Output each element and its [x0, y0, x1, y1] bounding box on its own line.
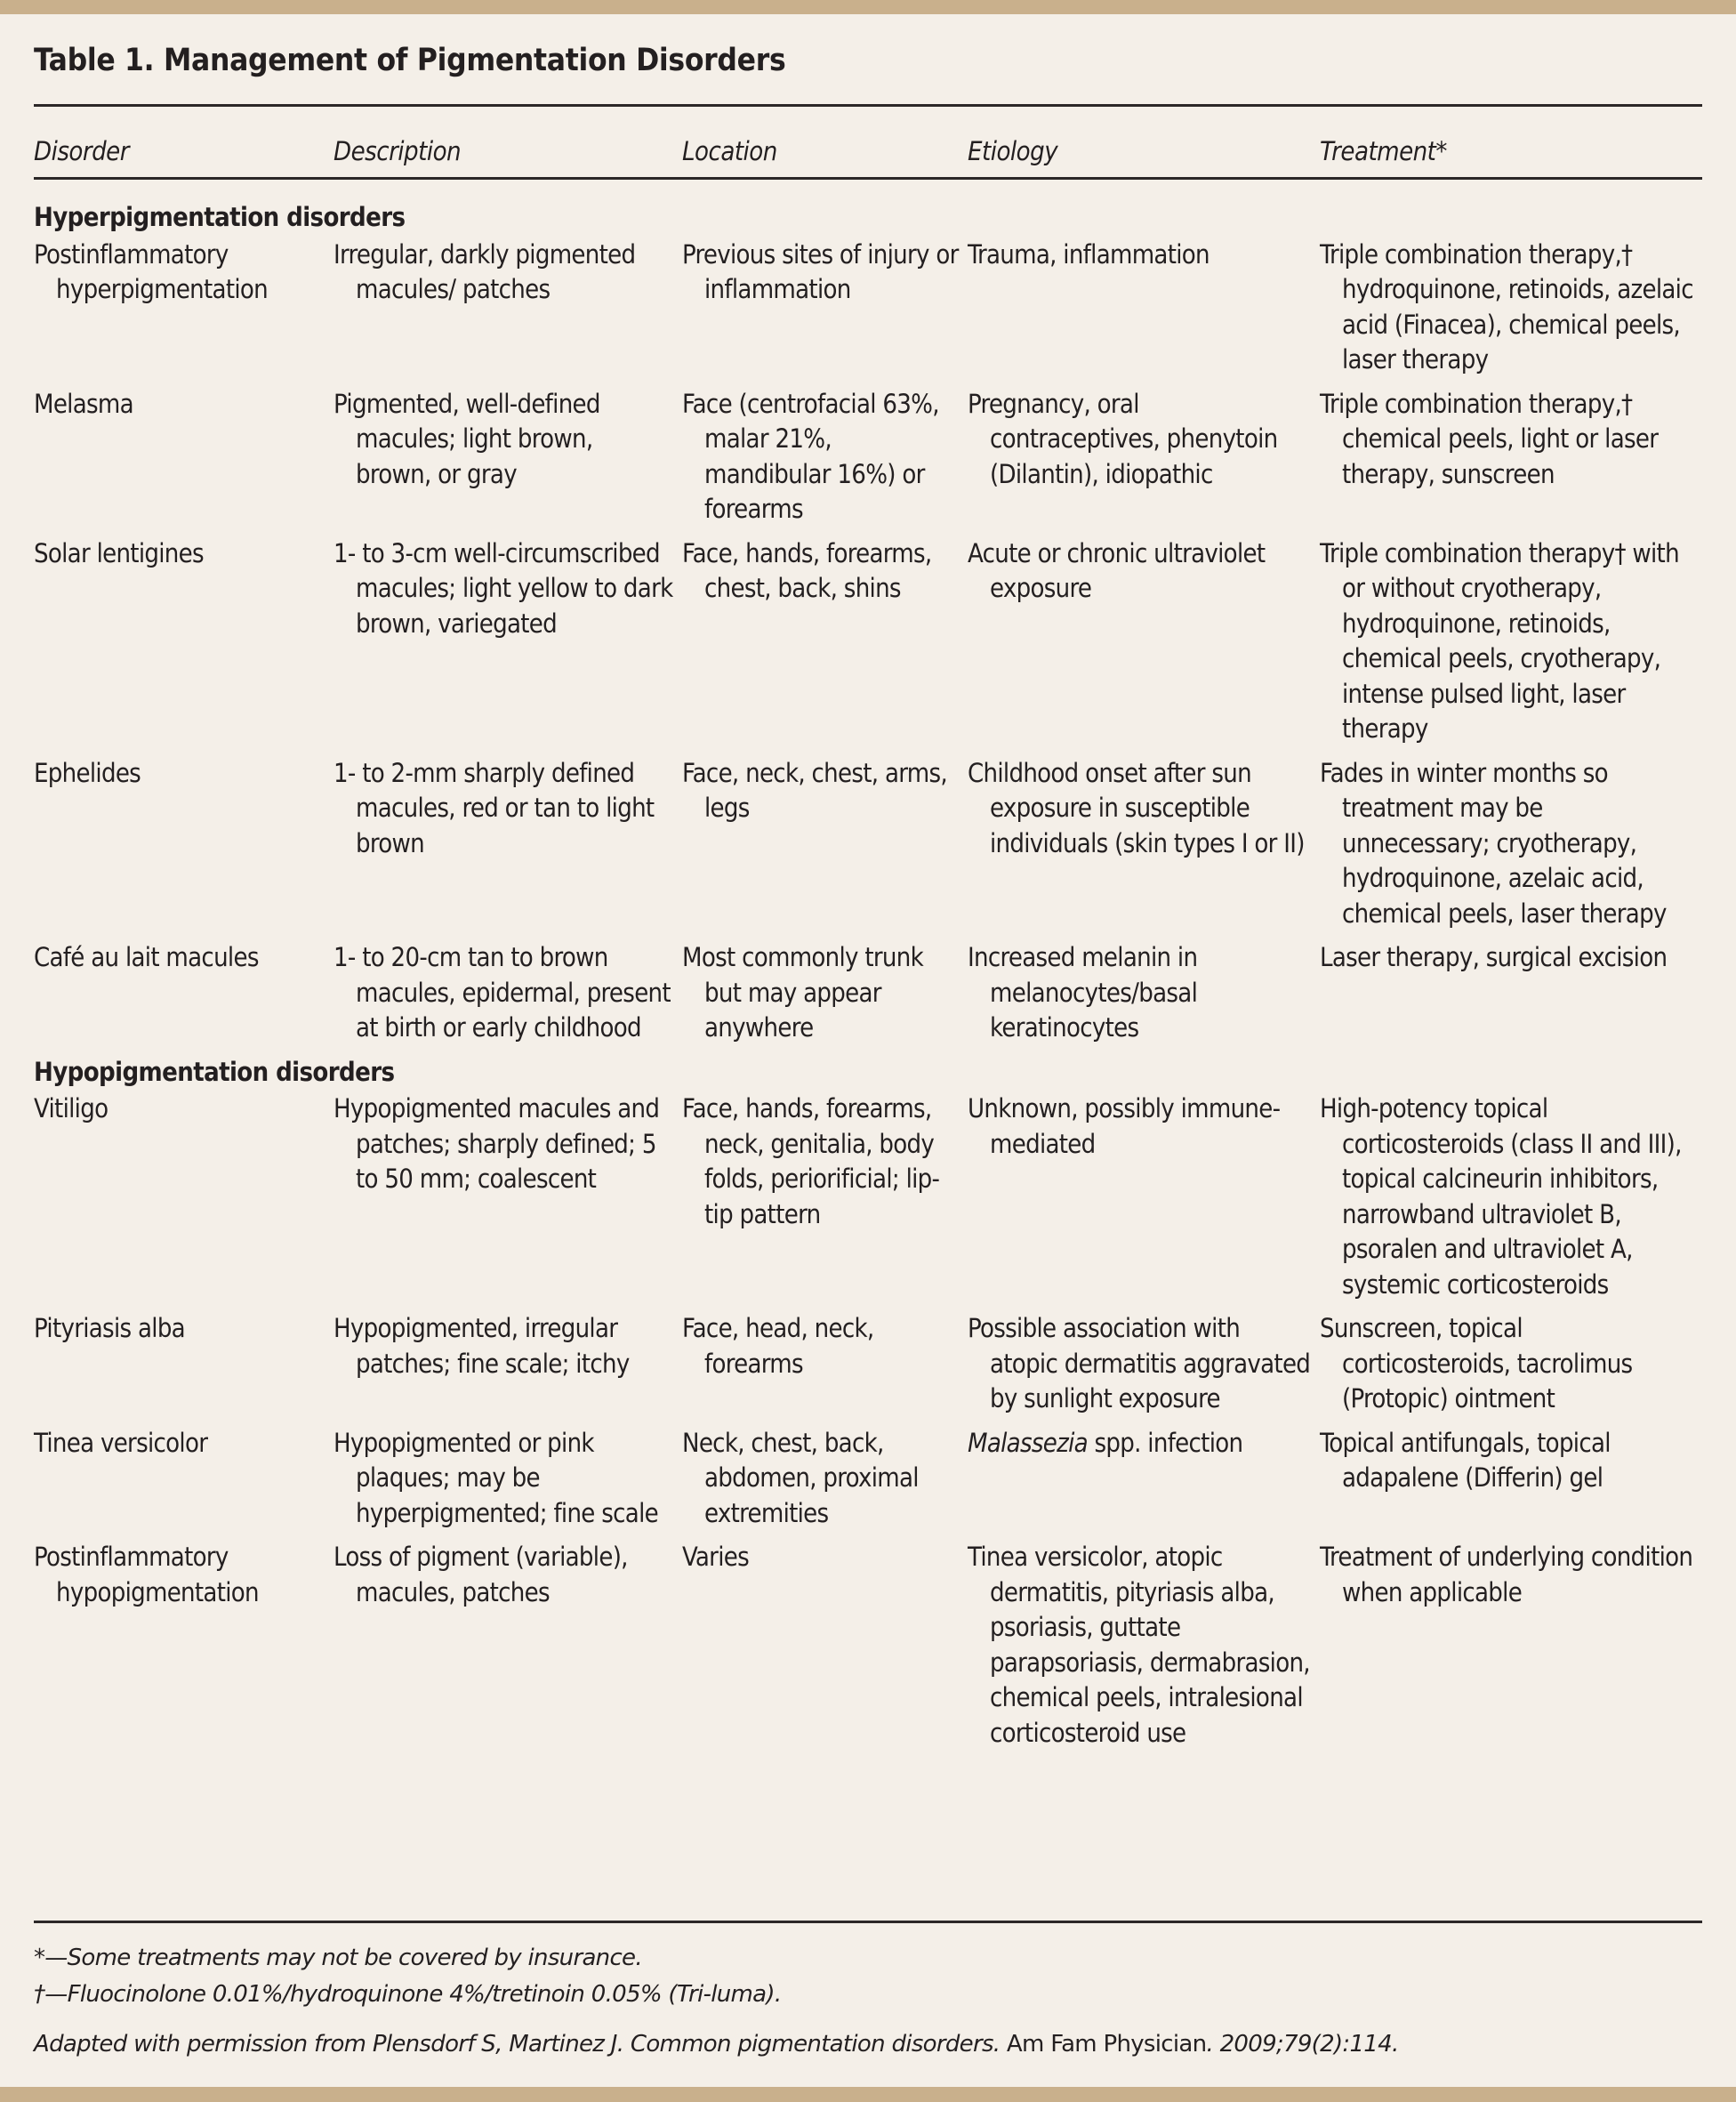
- column-header-description: Description: [334, 136, 462, 166]
- source-citation-details: . 2009;79(2):114.: [1206, 2031, 1399, 2058]
- location-cell: [682, 536, 968, 756]
- etiology-text: Acute or chronic ultraviolet exposure: [968, 537, 1266, 603]
- disorder-cell: [34, 940, 334, 1055]
- etiology-cell: [968, 1540, 1320, 1760]
- disorder-text: Solar lentigines: [34, 537, 204, 568]
- disorder-cell: [34, 756, 334, 941]
- location-text: Neck, chest, back, abdomen, proximal extremities: [682, 1427, 919, 1528]
- footnote-dagger: †—Fluocinolone 0.01%/hydroquinone 4%/tretinoin 0.05% (Tri-luma).: [34, 1981, 782, 2008]
- description-cell: [334, 756, 682, 941]
- description-text: Irregular, darkly pigmented macules/ patches: [334, 238, 636, 304]
- disorder-text: Postinflammatory hyperpigmentation: [34, 238, 268, 304]
- etiology-cell: [968, 238, 1320, 387]
- disorder-cell: [34, 387, 334, 536]
- disorder-text: Melasma: [34, 388, 133, 419]
- location-cell: [682, 1426, 968, 1541]
- treatment-text: Topical antifungals, topical adapalene (Differin) gel: [1320, 1427, 1611, 1493]
- disorder-text: Ephelides: [34, 757, 141, 788]
- etiology-text: [968, 1426, 1311, 1462]
- etiology-text: Increased melanin in melanocytes/basal keratinocytes: [968, 942, 1198, 1043]
- treatment-cell: [1320, 1311, 1702, 1426]
- description-text: Hypopigmented macules and patches; sharply defined; 5 to 50 mm; coalescent: [334, 1093, 660, 1194]
- description-text: Hypopigmented or pink plaques; may be hyperpigmented; fine scale: [334, 1427, 658, 1528]
- location-text: Face, hands, forearms, chest, back, shins: [682, 537, 932, 603]
- treatment-text: Triple combination therapy† with or without cryotherapy, hydroquinone, retinoids, chemical peels, cryotherapy, intense pulsed light, laser therapy: [1320, 537, 1679, 744]
- treatment-cell: [1320, 238, 1702, 387]
- disorder-cell: [34, 238, 334, 387]
- etiology-text: Unknown, possibly immune-mediated: [968, 1093, 1281, 1159]
- etiology-cell: [968, 940, 1320, 1055]
- location-cell: [682, 756, 968, 941]
- description-cell: [334, 1426, 682, 1541]
- etiology-text: Childhood onset after sun exposure in susceptible individuals (skin types I or II): [968, 757, 1305, 858]
- table-row: [34, 1311, 1702, 1426]
- description-text: Loss of pigment (variable), macules, patches: [334, 1542, 628, 1607]
- source-citation: [34, 2031, 1399, 2058]
- description-cell: [334, 238, 682, 387]
- treatment-cell: [1320, 756, 1702, 941]
- table-row: [34, 536, 1702, 756]
- column-header-disorder: Disorder: [34, 136, 129, 166]
- disorder-cell: [34, 1311, 334, 1426]
- etiology-rest: spp. infection: [1087, 1427, 1243, 1458]
- disorder-text: Café au lait macules: [34, 942, 259, 972]
- table-row: [34, 1426, 1702, 1541]
- column-header-treatment: Treatment*: [1320, 136, 1447, 166]
- disorder-text: Pityriasis alba: [34, 1313, 185, 1343]
- location-text: Varies: [682, 1542, 749, 1572]
- treatment-text: High-potency topical corticosteroids (class II and III), topical calcineurin inhibitors, narrowband ultraviolet B, psoralen and ultraviolet A, systemic corticosteroids: [1320, 1093, 1682, 1300]
- description-text: 1- to 3-cm well-circumscribed macules; light yellow to dark brown, variegated: [334, 537, 673, 639]
- description-cell: [334, 1311, 682, 1426]
- location-text: Previous sites of injury or inflammation: [682, 238, 959, 304]
- description-cell: [334, 387, 682, 536]
- source-journal: Am Fam Physician: [1006, 2031, 1207, 2058]
- etiology-cell: [968, 1311, 1320, 1426]
- section-heading: Hypopigmentation disorders: [34, 1056, 395, 1087]
- bottom-decorative-band: [0, 2087, 1736, 2102]
- section-heading: Hyperpigmentation disorders: [34, 202, 406, 232]
- title-rule: [34, 104, 1702, 107]
- etiology-cell: [968, 1426, 1320, 1541]
- column-header-location: Location: [682, 136, 777, 166]
- etiology-cell: [968, 387, 1320, 536]
- description-text: 1- to 2-mm sharply defined macules, red or tan to light brown: [334, 757, 655, 858]
- etiology-cell: [968, 536, 1320, 756]
- description-cell: [334, 1091, 682, 1311]
- etiology-cell: [968, 1091, 1320, 1311]
- disorder-text: Tinea versicolor: [34, 1427, 208, 1458]
- treatment-cell: [1320, 1426, 1702, 1541]
- description-cell: [334, 940, 682, 1055]
- table-bottom-rule: [34, 1921, 1702, 1923]
- etiology-text: Tinea versicolor, atopic dermatitis, pityriasis alba, psoriasis, guttate parapsoriasis, dermabrasion, chemical peels, intralesional corticosteroid use: [968, 1542, 1310, 1748]
- treatment-text: Triple combination therapy,† hydroquinone, retinoids, azelaic acid (Finacea), chemical peels, laser therapy: [1320, 238, 1693, 374]
- etiology-text: Possible association with atopic dermatitis aggravated by sunlight exposure: [968, 1313, 1311, 1413]
- etiology-text: Pregnancy, oral contraceptives, phenytoin (Dilantin), idiopathic: [968, 388, 1278, 489]
- table-row: [34, 756, 1702, 941]
- table-header: [34, 133, 1702, 169]
- etiology-text: Trauma, inflammation: [968, 238, 1210, 270]
- location-cell: [682, 1091, 968, 1311]
- description-cell: [334, 536, 682, 756]
- description-text: Pigmented, well-defined macules; light brown, brown, or gray: [334, 388, 600, 489]
- table-row: [34, 1091, 1702, 1311]
- top-decorative-band: [0, 0, 1736, 14]
- header-rule: [34, 177, 1702, 180]
- table-title: Table 1. Management of Pigmentation Disorders: [34, 43, 786, 78]
- section-heading-row: [34, 200, 1702, 238]
- table-row: [34, 387, 1702, 536]
- disorder-cell: [34, 536, 334, 756]
- table-row: [34, 1540, 1702, 1760]
- location-text: Face, neck, chest, arms, legs: [682, 757, 947, 823]
- disorder-text: Vitiligo: [34, 1093, 108, 1123]
- location-text: Most commonly trunk but may appear anywhere: [682, 942, 924, 1043]
- location-cell: [682, 238, 968, 387]
- description-text: 1- to 20-cm tan to brown macules, epidermal, present at birth or early childhood: [334, 942, 671, 1043]
- location-cell: [682, 387, 968, 536]
- table-row: [34, 940, 1702, 1055]
- treatment-cell: [1320, 1540, 1702, 1760]
- section-heading-row: [34, 1055, 1702, 1092]
- location-cell: [682, 1540, 968, 1760]
- disorder-cell: [34, 1540, 334, 1760]
- treatment-text: Treatment of underlying condition when applicable: [1320, 1542, 1693, 1607]
- treatment-text: Laser therapy, surgical excision: [1320, 942, 1668, 972]
- source-citation-text: Adapted with permission from Plensdorf S, Martinez J. Common pigmentation disorders.: [34, 2031, 1007, 2058]
- location-cell: [682, 1311, 968, 1426]
- table-body: [34, 200, 1702, 1760]
- location-text: Face, head, neck, forearms: [682, 1313, 874, 1379]
- description-cell: [334, 1540, 682, 1760]
- location-text: Face (centrofacial 63%, malar 21%, mandibular 16%) or forearms: [682, 388, 939, 524]
- table-row: [34, 238, 1702, 387]
- location-cell: [682, 940, 968, 1055]
- location-text: Face, hands, forearms, neck, genitalia, body folds, periorificial; lip-tip pattern: [682, 1093, 940, 1229]
- column-header-etiology: Etiology: [968, 136, 1058, 166]
- treatment-cell: [1320, 387, 1702, 536]
- treatment-text: Sunscreen, topical corticosteroids, tacrolimus (Protopic) ointment: [1320, 1313, 1633, 1413]
- footnote-star: *—Some treatments may not be covered by insurance.: [34, 1945, 642, 1971]
- organism-name: Malassezia: [968, 1427, 1088, 1458]
- treatment-text: Triple combination therapy,† chemical peels, light or laser therapy, sunscreen: [1320, 388, 1659, 489]
- etiology-cell: [968, 756, 1320, 941]
- description-text: Hypopigmented, irregular patches; fine scale; itchy: [334, 1313, 630, 1379]
- treatment-cell: [1320, 1091, 1702, 1311]
- disorder-cell: [34, 1091, 334, 1311]
- disorder-cell: [34, 1426, 334, 1541]
- disorder-text: Postinflammatory hypopigmentation: [34, 1542, 259, 1607]
- treatment-text: Fades in winter months so treatment may be unnecessary; cryotherapy, hydroquinone, azelaic acid, chemical peels, laser therapy: [1320, 757, 1667, 929]
- treatment-cell: [1320, 940, 1702, 1055]
- header-row: [34, 133, 1702, 169]
- treatment-cell: [1320, 536, 1702, 756]
